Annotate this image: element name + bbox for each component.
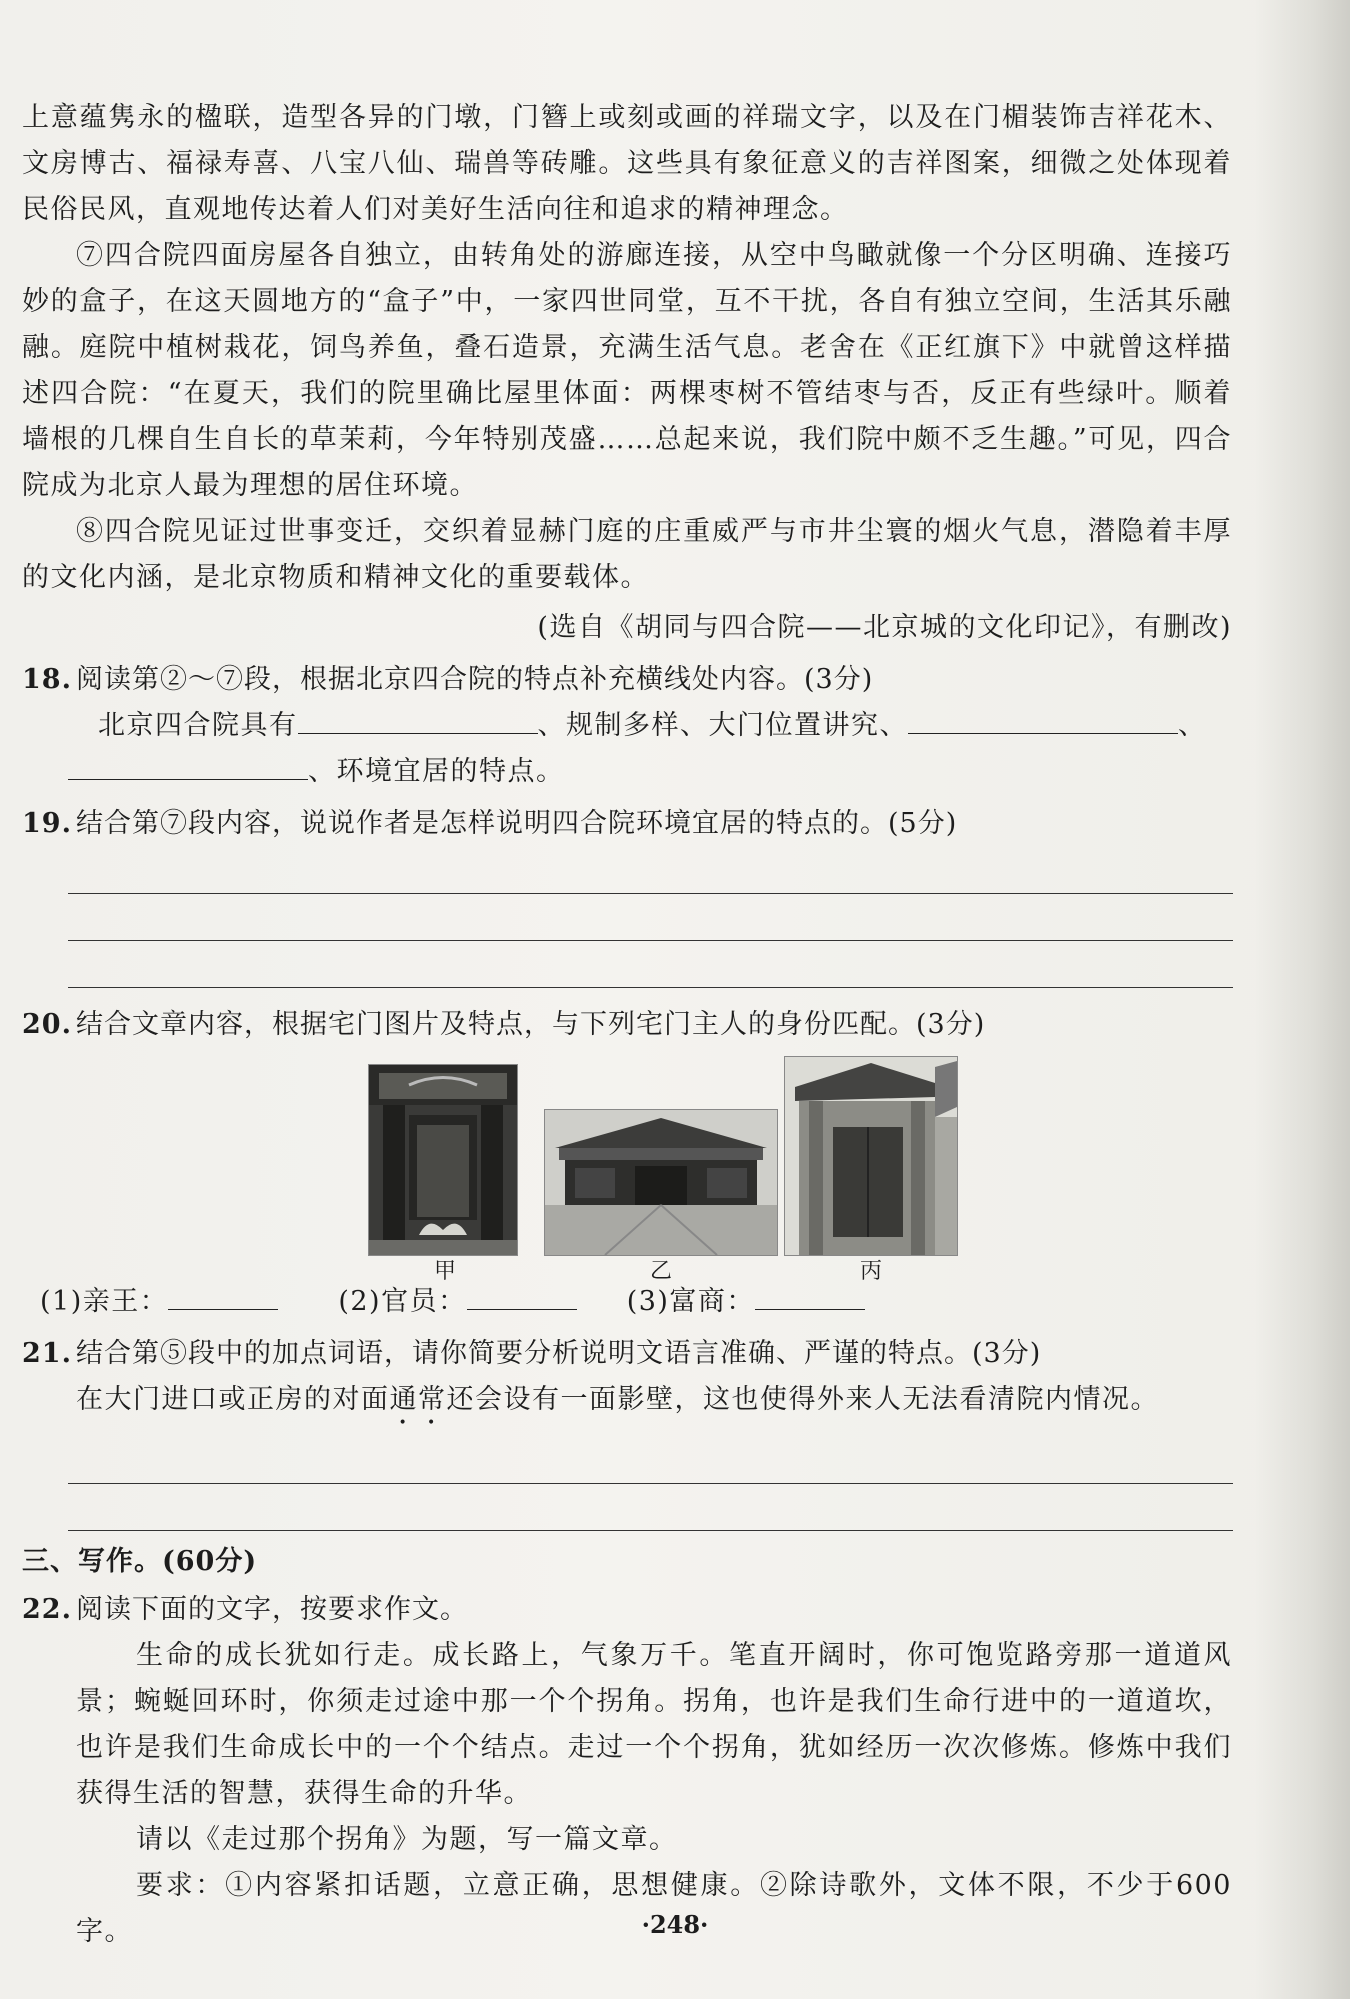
option-merchant: (3)富商： [626, 1286, 755, 1317]
gate-photo-yi [544, 1109, 778, 1256]
question-text: 阅读第②～⑦段，根据北京四合院的特点补充横线处内容。(3分) [75, 664, 874, 695]
question-text: 结合第⑤段中的加点词语，请你简要分析说明文语言准确、严谨的特点。(3分) [75, 1338, 1042, 1369]
question-21 [22, 1331, 1232, 1377]
question-number: 19. [22, 808, 72, 839]
answer-line[interactable] [68, 1484, 1233, 1531]
prince-gate-image [369, 1065, 517, 1255]
essay-prompt [22, 1633, 1232, 1955]
photo-caption-jia: 甲 [434, 1259, 457, 1284]
answer-blank-prince[interactable] [168, 1283, 278, 1310]
question-19 [22, 801, 1232, 847]
photo-caption-bing: 丙 [860, 1259, 883, 1284]
essay-requirements: 要求：①内容紧扣话题，立意正确，思想健康。②除诗歌外，文体不限，不少于600字。 [76, 1870, 1232, 1947]
dotted-word: 通常 [389, 1384, 447, 1415]
answer-line[interactable] [68, 894, 1233, 941]
answer-line[interactable] [68, 847, 1233, 894]
question-20-options [22, 1279, 1232, 1325]
answer-line[interactable] [68, 1437, 1233, 1484]
question-21-quote [22, 1377, 1232, 1431]
question-text: 结合第⑦段内容，说说作者是怎样说明四合院环境宜居的特点的。(5分) [75, 808, 958, 839]
question-18-fill-line [22, 703, 1232, 749]
option-prince: (1)亲王： [40, 1286, 169, 1317]
answer-blank-2[interactable] [908, 707, 1178, 734]
fill-text: 、规制多样、大门位置讲究、 [537, 710, 908, 741]
question-22 [22, 1587, 1232, 1633]
quote-text: 还会设有一面影壁，这也使得外来人无法看清院内情况。 [446, 1384, 1159, 1415]
essay-prompt-paragraph: 生命的成长犹如行走。成长路上，气象万千。笔直开阔时，你可饱览路旁那一道道风景；蜿蜒回环时，你须走过途中那一个个拐角。拐角，也许是我们生命行进中的一道道坎，也许是我们生命成长中的一个个结点。走过一个个拐角，犹如经历一次次修炼。修炼中我们获得生活的智慧，获得生命的升华。 [76, 1640, 1232, 1809]
question-number: 18. [22, 664, 72, 695]
essay-title-requirement: 请以《走过那个拐角》为题，写一篇文章。 [136, 1824, 678, 1855]
question-20 [22, 1002, 1232, 1048]
photo-caption-yi: 乙 [650, 1259, 673, 1284]
answer-blank-official[interactable] [467, 1283, 577, 1310]
quote-text: 在大门进口或正房的对面 [76, 1384, 390, 1415]
gate-photos [22, 1054, 1232, 1284]
page-edge-shadow [1255, 0, 1350, 1999]
answer-blank-1[interactable] [298, 707, 538, 734]
question-number: 20. [22, 1009, 72, 1040]
official-gate-image [545, 1110, 777, 1255]
answer-blank-merchant[interactable] [755, 1283, 865, 1310]
question-text: 结合文章内容，根据宅门图片及特点，与下列宅门主人的身份匹配。(3分) [75, 1009, 986, 1040]
fill-text: 、 [1178, 710, 1207, 741]
question-text: 阅读下面的文字，按要求作文。 [75, 1594, 468, 1625]
passage-paragraph-7: ⑦四合院四面房屋各自独立，由转角处的游廊连接，从空中鸟瞰就像一个分区明确、连接巧妙的盒子，在这天圆地方的“盒子”中，一家四世同堂，互不干扰，各自有独立空间，生活其乐融融。庭院中植树栽花，饲鸟养鱼，叠石造景，充满生活气息。老舍在《正红旗下》中就曾这样描述四合院：“在夏天，我们的院里确比屋里体面：两棵枣树不管结枣与否，反正有些绿叶。顺着墙根的几棵自生自长的草茉莉，今年特别茂盛……总起来说，我们院中颇不乏生趣。”可见，四合院成为北京人最为理想的居住环境。 [22, 240, 1232, 501]
question-18-fill-line-2 [22, 749, 1232, 795]
passage-paragraph-intro: 上意蕴隽永的楹联，造型各异的门墩，门簪上或刻或画的祥瑞文字，以及在门楣装饰吉祥花木、文房博古、福禄寿喜、八宝八仙、瑞兽等砖雕。这些具有象征意义的吉祥图案，细微之处体现着民俗民风，直观地传达着人们对美好生活向往和追求的精神理念。 [22, 102, 1232, 225]
option-official: (2)官员： [338, 1286, 467, 1317]
passage-paragraph-8: ⑧四合院见证过世事变迁，交织着显赫门庭的庄重威严与市井尘寰的烟火气息，潜隐着丰厚的文化内涵，是北京物质和精神文化的重要载体。 [22, 516, 1232, 593]
question-number: 22. [22, 1594, 72, 1625]
question-number: 21. [22, 1338, 72, 1369]
fill-text: 、环境宜居的特点。 [308, 756, 565, 787]
section-writing-heading: 三、写作。(60分) [22, 1546, 258, 1577]
merchant-gate-image [785, 1057, 957, 1255]
fill-text: 北京四合院具有 [98, 710, 298, 741]
gate-photo-bing [784, 1056, 958, 1256]
passage-source: (选自《胡同与四合院——北京城的文化印记》，有删改) [537, 612, 1232, 643]
page-content [22, 95, 1232, 1955]
gate-photo-jia [368, 1064, 518, 1256]
answer-blank-3[interactable] [68, 753, 308, 780]
question-18 [22, 657, 1232, 703]
page-number: ·248· [641, 1910, 709, 1939]
answer-line[interactable] [68, 941, 1233, 988]
